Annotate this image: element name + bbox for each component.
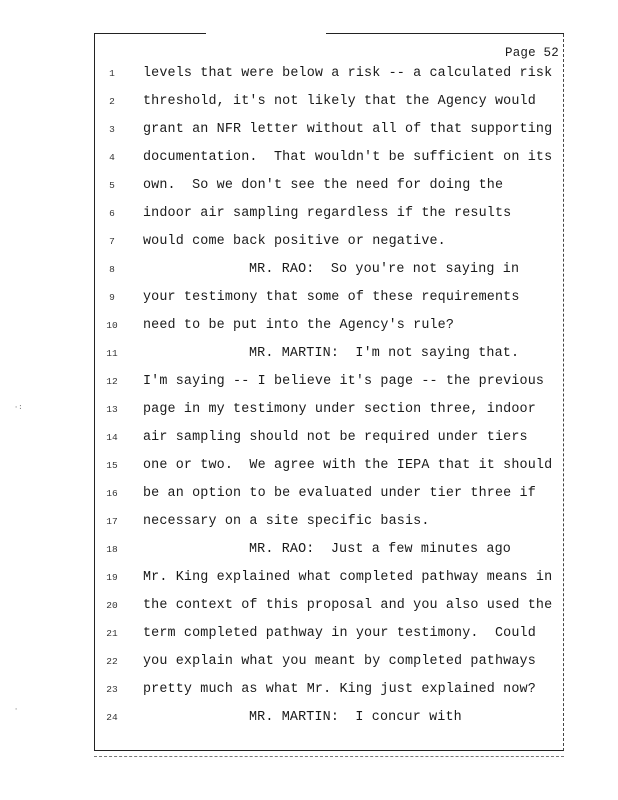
margin-scan-mark: · — [14, 706, 19, 714]
line-number: 9 — [109, 292, 115, 303]
line-text: your testimony that some of these requirements — [143, 290, 520, 305]
transcript-line — [100, 568, 556, 588]
transcript-line — [100, 540, 556, 560]
transcript-line — [100, 624, 556, 644]
page-bottom-rule — [94, 756, 564, 757]
speaker-line-text: MR. RAO: Just a few minutes ago — [249, 542, 511, 557]
transcript-line — [100, 512, 556, 532]
transcript-line — [100, 120, 556, 140]
line-number: 10 — [106, 320, 118, 331]
transcript-line — [100, 92, 556, 112]
line-number: 15 — [106, 460, 118, 471]
transcript-line — [100, 288, 556, 308]
line-number: 11 — [106, 348, 118, 359]
line-text: grant an NFR letter without all of that supporting — [143, 122, 553, 137]
line-text: necessary on a site specific basis. — [143, 514, 430, 529]
transcript-line — [100, 428, 556, 448]
line-text: Mr. King explained what completed pathway means in — [143, 570, 553, 585]
line-text: term completed pathway in your testimony. Could — [143, 626, 536, 641]
line-number: 22 — [106, 656, 118, 667]
transcript-line — [100, 148, 556, 168]
transcript-line — [100, 680, 556, 700]
transcript-line — [100, 176, 556, 196]
line-text: need to be put into the Agency's rule? — [143, 318, 455, 333]
speaker-line-text: MR. MARTIN: I concur with — [249, 710, 462, 725]
speaker-line-text: MR. MARTIN: I'm not saying that. — [249, 346, 520, 361]
line-text: pretty much as what Mr. King just explained now? — [143, 682, 536, 697]
transcript-line — [100, 204, 556, 224]
transcript-line — [100, 232, 556, 252]
line-number: 17 — [106, 516, 118, 527]
line-text: air sampling should not be required under tiers — [143, 430, 528, 445]
transcript-line — [100, 596, 556, 616]
line-text: indoor air sampling regardless if the results — [143, 206, 512, 221]
margin-scan-mark: ·: — [14, 404, 23, 412]
line-text: one or two. We agree with the IEPA that it should — [143, 458, 553, 473]
line-text: page in my testimony under section three, indoor — [143, 402, 536, 417]
line-text: be an option to be evaluated under tier three if — [143, 486, 536, 501]
line-number: 20 — [106, 600, 118, 611]
line-number: 13 — [106, 404, 118, 415]
transcript-line — [100, 708, 556, 728]
transcript-line — [100, 456, 556, 476]
transcript-line — [100, 344, 556, 364]
line-text: I'm saying -- I believe it's page -- the previous — [143, 374, 545, 389]
line-number: 16 — [106, 488, 118, 499]
transcript-line — [100, 652, 556, 672]
transcript-line — [100, 484, 556, 504]
line-number: 12 — [106, 376, 118, 387]
transcript-line — [100, 64, 556, 84]
line-text: own. So we don't see the need for doing the — [143, 178, 504, 193]
line-number: 18 — [106, 544, 118, 555]
transcript-line — [100, 372, 556, 392]
line-number: 4 — [109, 152, 115, 163]
line-text: the context of this proposal and you also used the — [143, 598, 553, 613]
line-number: 6 — [109, 208, 115, 219]
line-number: 23 — [106, 684, 118, 695]
line-number: 14 — [106, 432, 118, 443]
line-number: 19 — [106, 572, 118, 583]
transcript-line — [100, 260, 556, 280]
line-number: 5 — [109, 180, 115, 191]
page-number-label: Page 52 — [505, 46, 559, 60]
line-text: you explain what you meant by completed pathways — [143, 654, 536, 669]
line-number: 21 — [106, 628, 118, 639]
line-text: levels that were below a risk -- a calculated risk — [143, 66, 553, 81]
line-number: 1 — [109, 68, 115, 79]
line-number: 7 — [109, 236, 115, 247]
line-text: documentation. That wouldn't be sufficient on its — [143, 150, 553, 165]
line-text: threshold, it's not likely that the Agency would — [143, 94, 536, 109]
line-number: 3 — [109, 124, 115, 135]
transcript-line — [100, 400, 556, 420]
line-number: 8 — [109, 264, 115, 275]
line-text: would come back positive or negative. — [143, 234, 446, 249]
speaker-line-text: MR. RAO: So you're not saying in — [249, 262, 520, 277]
line-number: 24 — [106, 712, 118, 723]
line-number: 2 — [109, 96, 115, 107]
transcript-line — [100, 316, 556, 336]
